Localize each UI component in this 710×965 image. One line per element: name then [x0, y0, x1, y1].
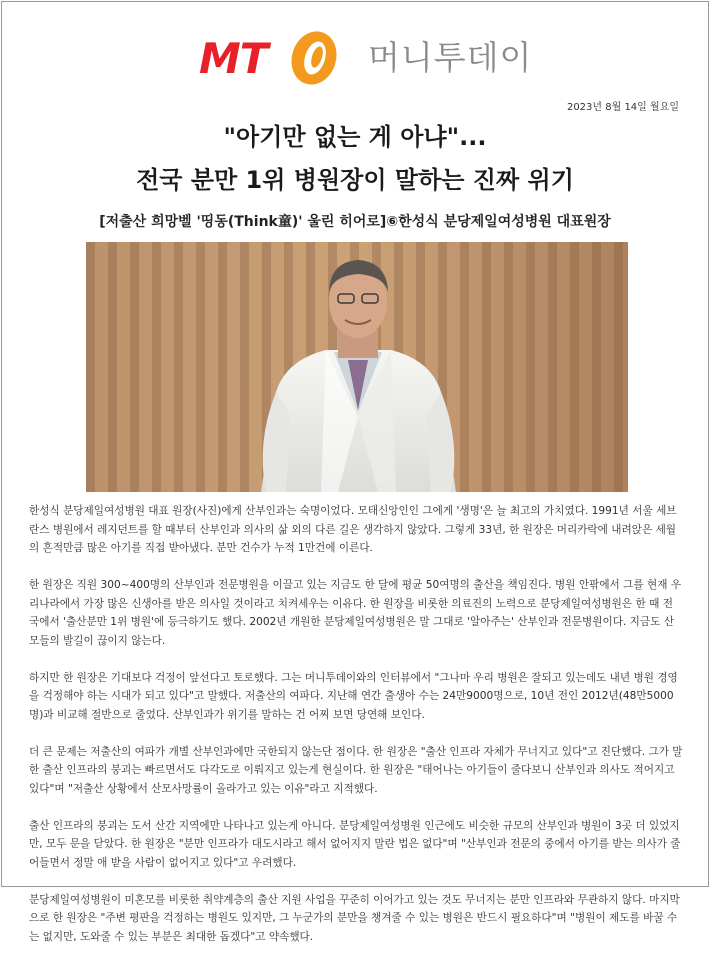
- article-paragraph: 한 원장은 직원 300~400명의 산부인과 전문병원을 이끌고 있는 지금도 한 달에 평균 50여명의 출산을 책임진다. 병원 안팎에서 그를 현재 우리나라에서 가장 많은 신생아를 받은 의사일 것이라고 치켜세우는 이유다. 한 원장을 비롯한 의료진의 노력으로 분당제일여성병원은 한 때 전국에서 '출산분만 1위 병원'에 등극하기도 했다. 2002년 개원한 분당제일여성병원은 말 그대로 '알아주는' 산부인과 전문병원이다. 지금도 산모들의 발길이 끊이지 않는다.: [29, 579, 682, 647]
- logo-korean-text: 머니투데이: [368, 38, 533, 77]
- article-paragraph: 분당제일여성병원이 미혼모를 비롯한 취약계층의 출산 지원 사업을 꾸준히 이어가고 있는 것도 무너지는 분만 인프라와 무관하지 않다. 마지막으로 한 원장은 "주변 평판을 걱정하는 병원도 있지만, 그 누군가의 분만을 챙겨줄 수 있는 병원은 반드시 필요하다"며 "병원이 제도를 바꿀 수는 없지만, 도와줄 수 있는 부분은 최대한 돕겠다"고 약속했다.: [29, 893, 680, 943]
- publication-date: 2023년 8월 14일 월요일: [566, 102, 679, 113]
- masthead: [2, 20, 708, 90]
- newspaper-page: [1, 1, 709, 943]
- logo-mt-text: MT: [199, 34, 268, 83]
- headline-line-2: 전국 분만 1위 병원장이 말하는 진짜 위기: [136, 166, 574, 194]
- article-paragraph: 더 큰 문제는 저출산의 여파가 개별 산부인과에만 국한되지 않는단 점이다. 한 원장은 "출산 인프라 자체가 무너지고 있다"고 진단했다. 그가 말한 출산 인프라의 붕괴는 빠르면서도 다각도로 이뤄지고 있는게 현실이다. 한 원장은 "태어나는 아기들이 줄다보니 산부인과 의사도 적어지고 있다"며 "저출산 상황에서 산모사망률이 올라가고 있는 이유"라고 지적했다.: [29, 745, 683, 795]
- logo-o-mark: [284, 24, 344, 90]
- headline-subtitle: [저출산 희망벨 '띵동(Think童)' 울린 히어로]⑥한성식 분당제일여성병원 대표원장: [99, 214, 611, 230]
- headline-line-1: "아기만 없는 게 아냐"...: [223, 123, 487, 151]
- portrait-photo: [86, 242, 628, 492]
- article-paragraph: 한성식 분당제일여성병원 대표 원장(사진)에게 산부인과는 숙명이었다. 모태신앙인인 그에게 '생명'은 늘 최고의 가치였다. 1991년 서울 세브란스 병원에서 레지던트를 할 때부터 산부인과 의사의 삶 외의 다른 길은 생각하지 않았다. 그렇게 33년, 한 원장은 머리카락에 내려앉은 세월의 흔적만큼 많은 아기를 직접 받아냈다. 분만 건수가 누적 1만건에 이른다.: [29, 505, 677, 554]
- article-paragraph: 하지만 한 원장은 기대보다 걱정이 앞선다고 토로했다. 그는 머니투데이와의 인터뷰에서 "그나마 우리 병원은 잘되고 있는데도 내년 병원 경영을 걱정해야 하는 시대가 되고 있다"고 말했다. 저출산의 여파다. 지난해 연간 출생아 수는 24만9000명으로, 10년 전인 2012년(48만5000명)과 비교해 절반으로 줄었다. 산부인과가 위기를 말하는 건 어찌 보면 당연해 보인다.: [29, 671, 678, 721]
- article-body: [29, 502, 683, 965]
- article-paragraph: 출산 인프라의 붕괴는 도서 산간 지역에만 나타나고 있는게 아니다. 분당제일여성병원 인근에도 비슷한 규모의 산부인과 병원이 3곳 더 있었지만, 모두 문을 닫았다. 한 원장은 "분만 인프라가 대도시라고 해서 없어지지 말란 법은 없다"며 "산부인과 전문의 중에서 아기를 받는 의사가 줄어들면서 정말 애 받을 사람이 없어지고 있다"고 우려했다.: [29, 819, 681, 869]
